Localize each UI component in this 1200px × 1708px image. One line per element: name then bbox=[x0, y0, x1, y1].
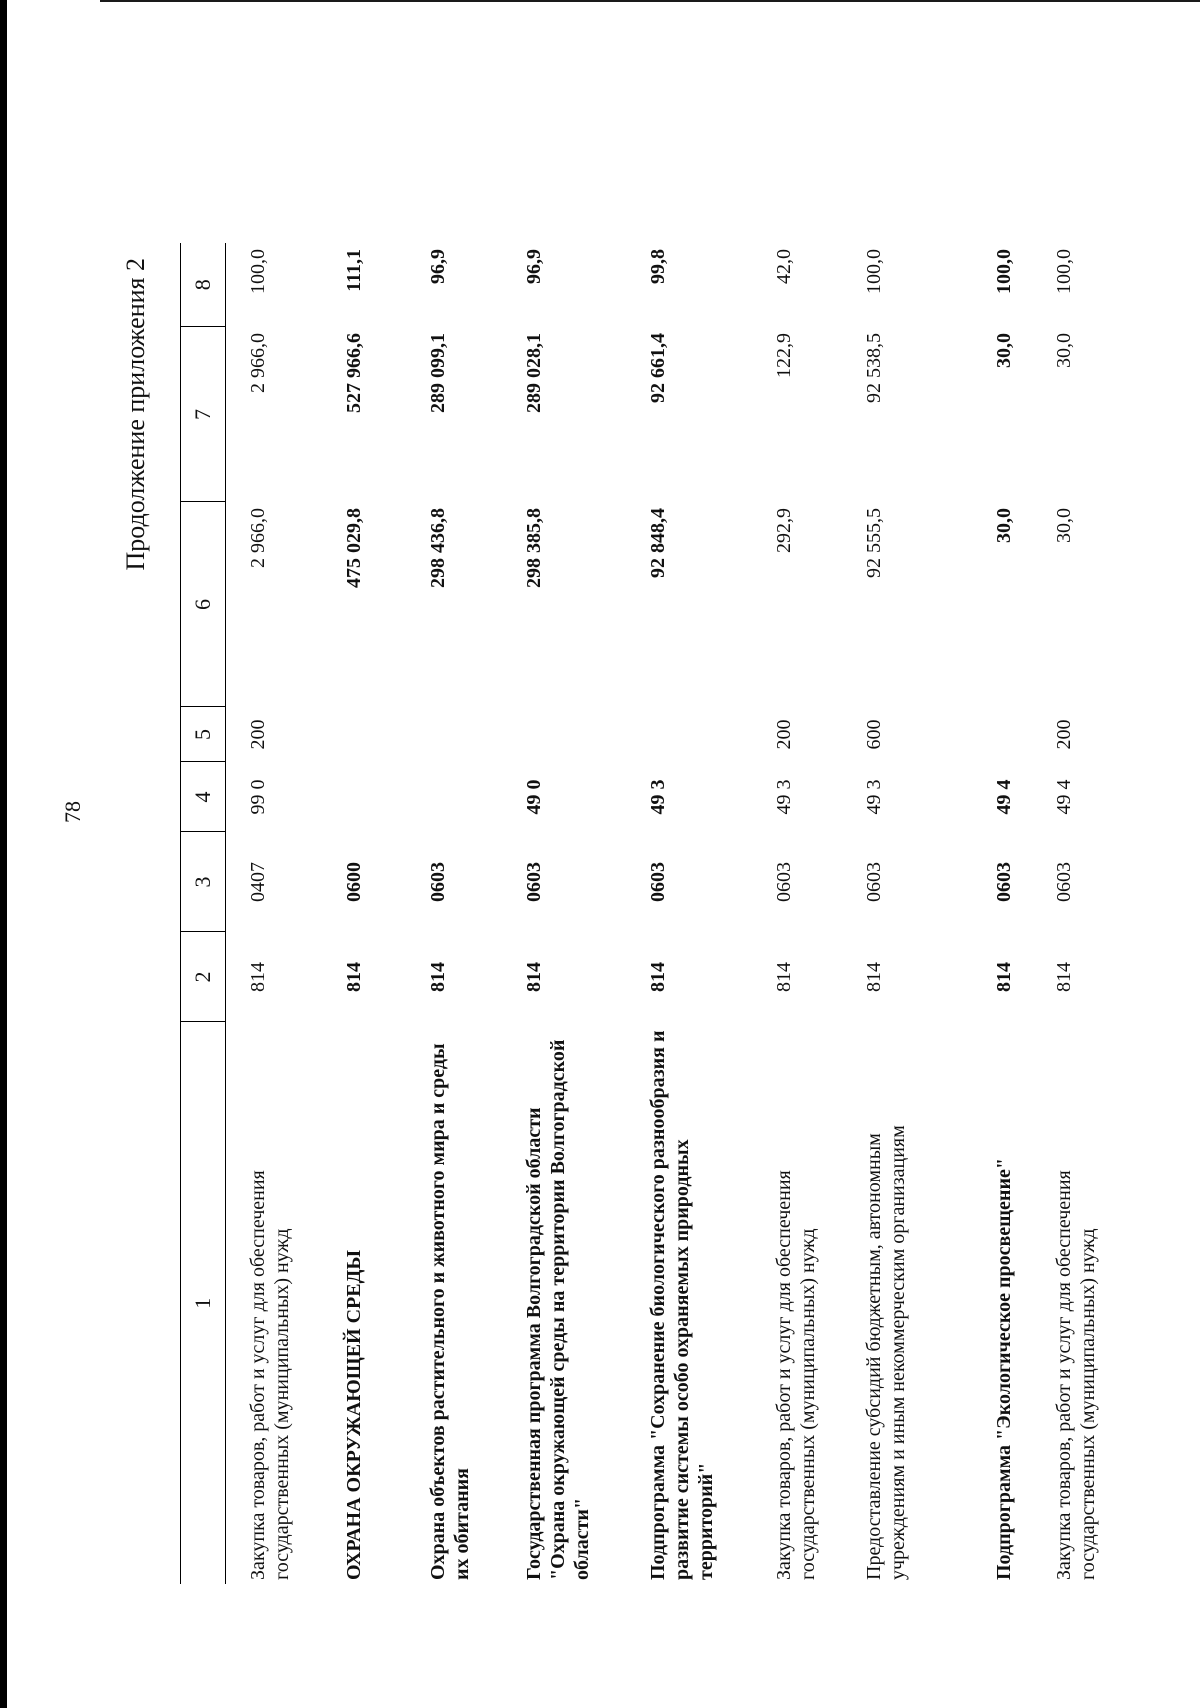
cell-expense-type bbox=[342, 707, 426, 762]
cell-ministry: 814 bbox=[343, 962, 365, 992]
row-name: Подпрограмма "Экологическое просвещение" bbox=[993, 1158, 1015, 1580]
cell-section: 0407 bbox=[247, 862, 269, 902]
table-row bbox=[522, 243, 646, 1584]
cell-ministry: 814 bbox=[523, 962, 545, 992]
cell-executed: 527 966,6 bbox=[343, 333, 365, 413]
table-row bbox=[646, 243, 772, 1584]
table-row bbox=[342, 243, 426, 1584]
cell-ministry: 814 bbox=[773, 962, 795, 992]
cell-expense-type bbox=[522, 707, 646, 762]
cell-expense-type bbox=[426, 707, 522, 762]
column-header-4: 4 bbox=[181, 762, 226, 832]
cell-expense-type bbox=[646, 707, 772, 762]
cell-percent: 100,0 bbox=[863, 249, 885, 294]
cell-target bbox=[426, 762, 522, 832]
row-name: Государственная программа Волгоградской области "Охрана окружающей среды на территории Волгоградской области" bbox=[523, 1039, 593, 1580]
cell-ministry: 814 bbox=[993, 962, 1015, 992]
table-row bbox=[772, 243, 862, 1584]
cell-percent: 100,0 bbox=[1053, 249, 1075, 294]
column-header-5: 5 bbox=[181, 707, 226, 762]
row-name: Подпрограмма "Сохранение биологического разнообразия и развитие системы особо охраняемых природных территорий" bbox=[647, 1030, 717, 1580]
column-header-2: 2 bbox=[181, 932, 226, 1022]
page-number: 78 bbox=[60, 801, 85, 823]
cell-section: 0603 bbox=[993, 862, 1015, 902]
cell-target: 49 0 bbox=[523, 779, 545, 815]
table-row bbox=[426, 243, 522, 1584]
row-name: Закупка товаров, работ и услуг для обеспечения государственных (муниципальных) нужд bbox=[247, 1170, 293, 1580]
cell-target: 99 0 bbox=[247, 779, 269, 815]
cell-percent: 100,0 bbox=[993, 249, 1015, 294]
row-name: Охрана объектов растительного и животного мира и среды их обитания bbox=[427, 1043, 473, 1580]
cell-section: 0603 bbox=[863, 862, 885, 902]
cell-planned: 2 966,0 bbox=[247, 508, 269, 568]
cell-section: 0603 bbox=[647, 862, 669, 902]
cell-planned: 92 848,4 bbox=[647, 508, 669, 578]
cell-planned: 30,0 bbox=[1053, 508, 1075, 543]
row-name: ОХРАНА ОКРУЖАЮЩЕЙ СРЕДЫ bbox=[343, 1250, 365, 1580]
column-header-8: 8 bbox=[181, 243, 226, 327]
budget-table bbox=[180, 243, 1112, 1584]
cell-percent: 96,9 bbox=[523, 249, 545, 284]
cell-expense-type: 200 bbox=[247, 719, 269, 750]
cell-executed: 92 661,4 bbox=[647, 333, 669, 403]
row-name: Закупка товаров, работ и услуг для обеспечения государственных (муниципальных) нужд bbox=[773, 1170, 819, 1580]
cell-executed: 30,0 bbox=[993, 333, 1015, 368]
cell-executed: 92 538,5 bbox=[863, 333, 885, 403]
table-spacer bbox=[226, 243, 247, 1584]
cell-planned: 92 555,5 bbox=[863, 508, 885, 578]
cell-executed: 289 028,1 bbox=[523, 333, 545, 413]
cell-section: 0603 bbox=[773, 862, 795, 902]
rotated-sheet bbox=[0, 148, 1099, 1708]
cell-percent: 100,0 bbox=[247, 249, 269, 294]
cell-section: 0603 bbox=[523, 862, 545, 902]
cell-expense-type: 200 bbox=[1053, 719, 1075, 750]
cell-target: 49 4 bbox=[1053, 779, 1075, 815]
cell-planned: 30,0 bbox=[993, 508, 1015, 543]
cell-ministry: 814 bbox=[247, 962, 269, 992]
table-header-row bbox=[181, 243, 226, 1584]
cell-percent: 99,8 bbox=[647, 249, 669, 284]
cell-expense-type: 600 bbox=[863, 719, 885, 750]
cell-target: 49 3 bbox=[863, 779, 885, 815]
scan-edge-top bbox=[100, 0, 1200, 2]
row-name: Закупка товаров, работ и услуг для обеспечения государственных (муниципальных) нужд bbox=[1053, 1170, 1099, 1580]
cell-percent: 96,9 bbox=[427, 249, 449, 284]
cell-target bbox=[342, 762, 426, 832]
column-header-7: 7 bbox=[181, 327, 226, 502]
cell-target: 49 3 bbox=[773, 779, 795, 815]
cell-planned: 298 385,8 bbox=[523, 508, 545, 588]
cell-ministry: 814 bbox=[1053, 962, 1075, 992]
cell-percent: 42,0 bbox=[773, 249, 795, 284]
cell-executed: 289 099,1 bbox=[427, 333, 449, 413]
cell-expense-type: 200 bbox=[773, 719, 795, 750]
cell-section: 0603 bbox=[427, 862, 449, 902]
table-row bbox=[1052, 243, 1112, 1584]
column-header-3: 3 bbox=[181, 832, 226, 932]
cell-executed: 2 966,0 bbox=[247, 333, 269, 393]
cell-section: 0600 bbox=[343, 862, 365, 902]
cell-target: 49 3 bbox=[647, 779, 669, 815]
cell-planned: 292,9 bbox=[773, 508, 795, 553]
cell-planned: 298 436,8 bbox=[427, 508, 449, 588]
cell-ministry: 814 bbox=[427, 962, 449, 992]
column-header-1: 1 bbox=[181, 1022, 226, 1584]
column-header-6: 6 bbox=[181, 502, 226, 707]
cell-ministry: 814 bbox=[647, 962, 669, 992]
cell-percent: 111,1 bbox=[343, 249, 365, 292]
cell-executed: 122,9 bbox=[773, 333, 795, 378]
cell-expense-type bbox=[992, 707, 1052, 762]
cell-target: 49 4 bbox=[993, 779, 1015, 815]
row-name: Предоставление субсидий бюджетным, автономным учреждениям и иным некоммерческим организациям bbox=[863, 1125, 909, 1580]
cell-executed: 30,0 bbox=[1053, 333, 1075, 368]
table-row bbox=[992, 243, 1052, 1584]
cell-ministry: 814 bbox=[863, 962, 885, 992]
cell-section: 0603 bbox=[1053, 862, 1075, 902]
table-row bbox=[862, 243, 992, 1584]
appendix-caption: Продолжение приложения 2 bbox=[121, 258, 150, 571]
table-row bbox=[246, 243, 342, 1584]
cell-planned: 475 029,8 bbox=[343, 508, 365, 588]
